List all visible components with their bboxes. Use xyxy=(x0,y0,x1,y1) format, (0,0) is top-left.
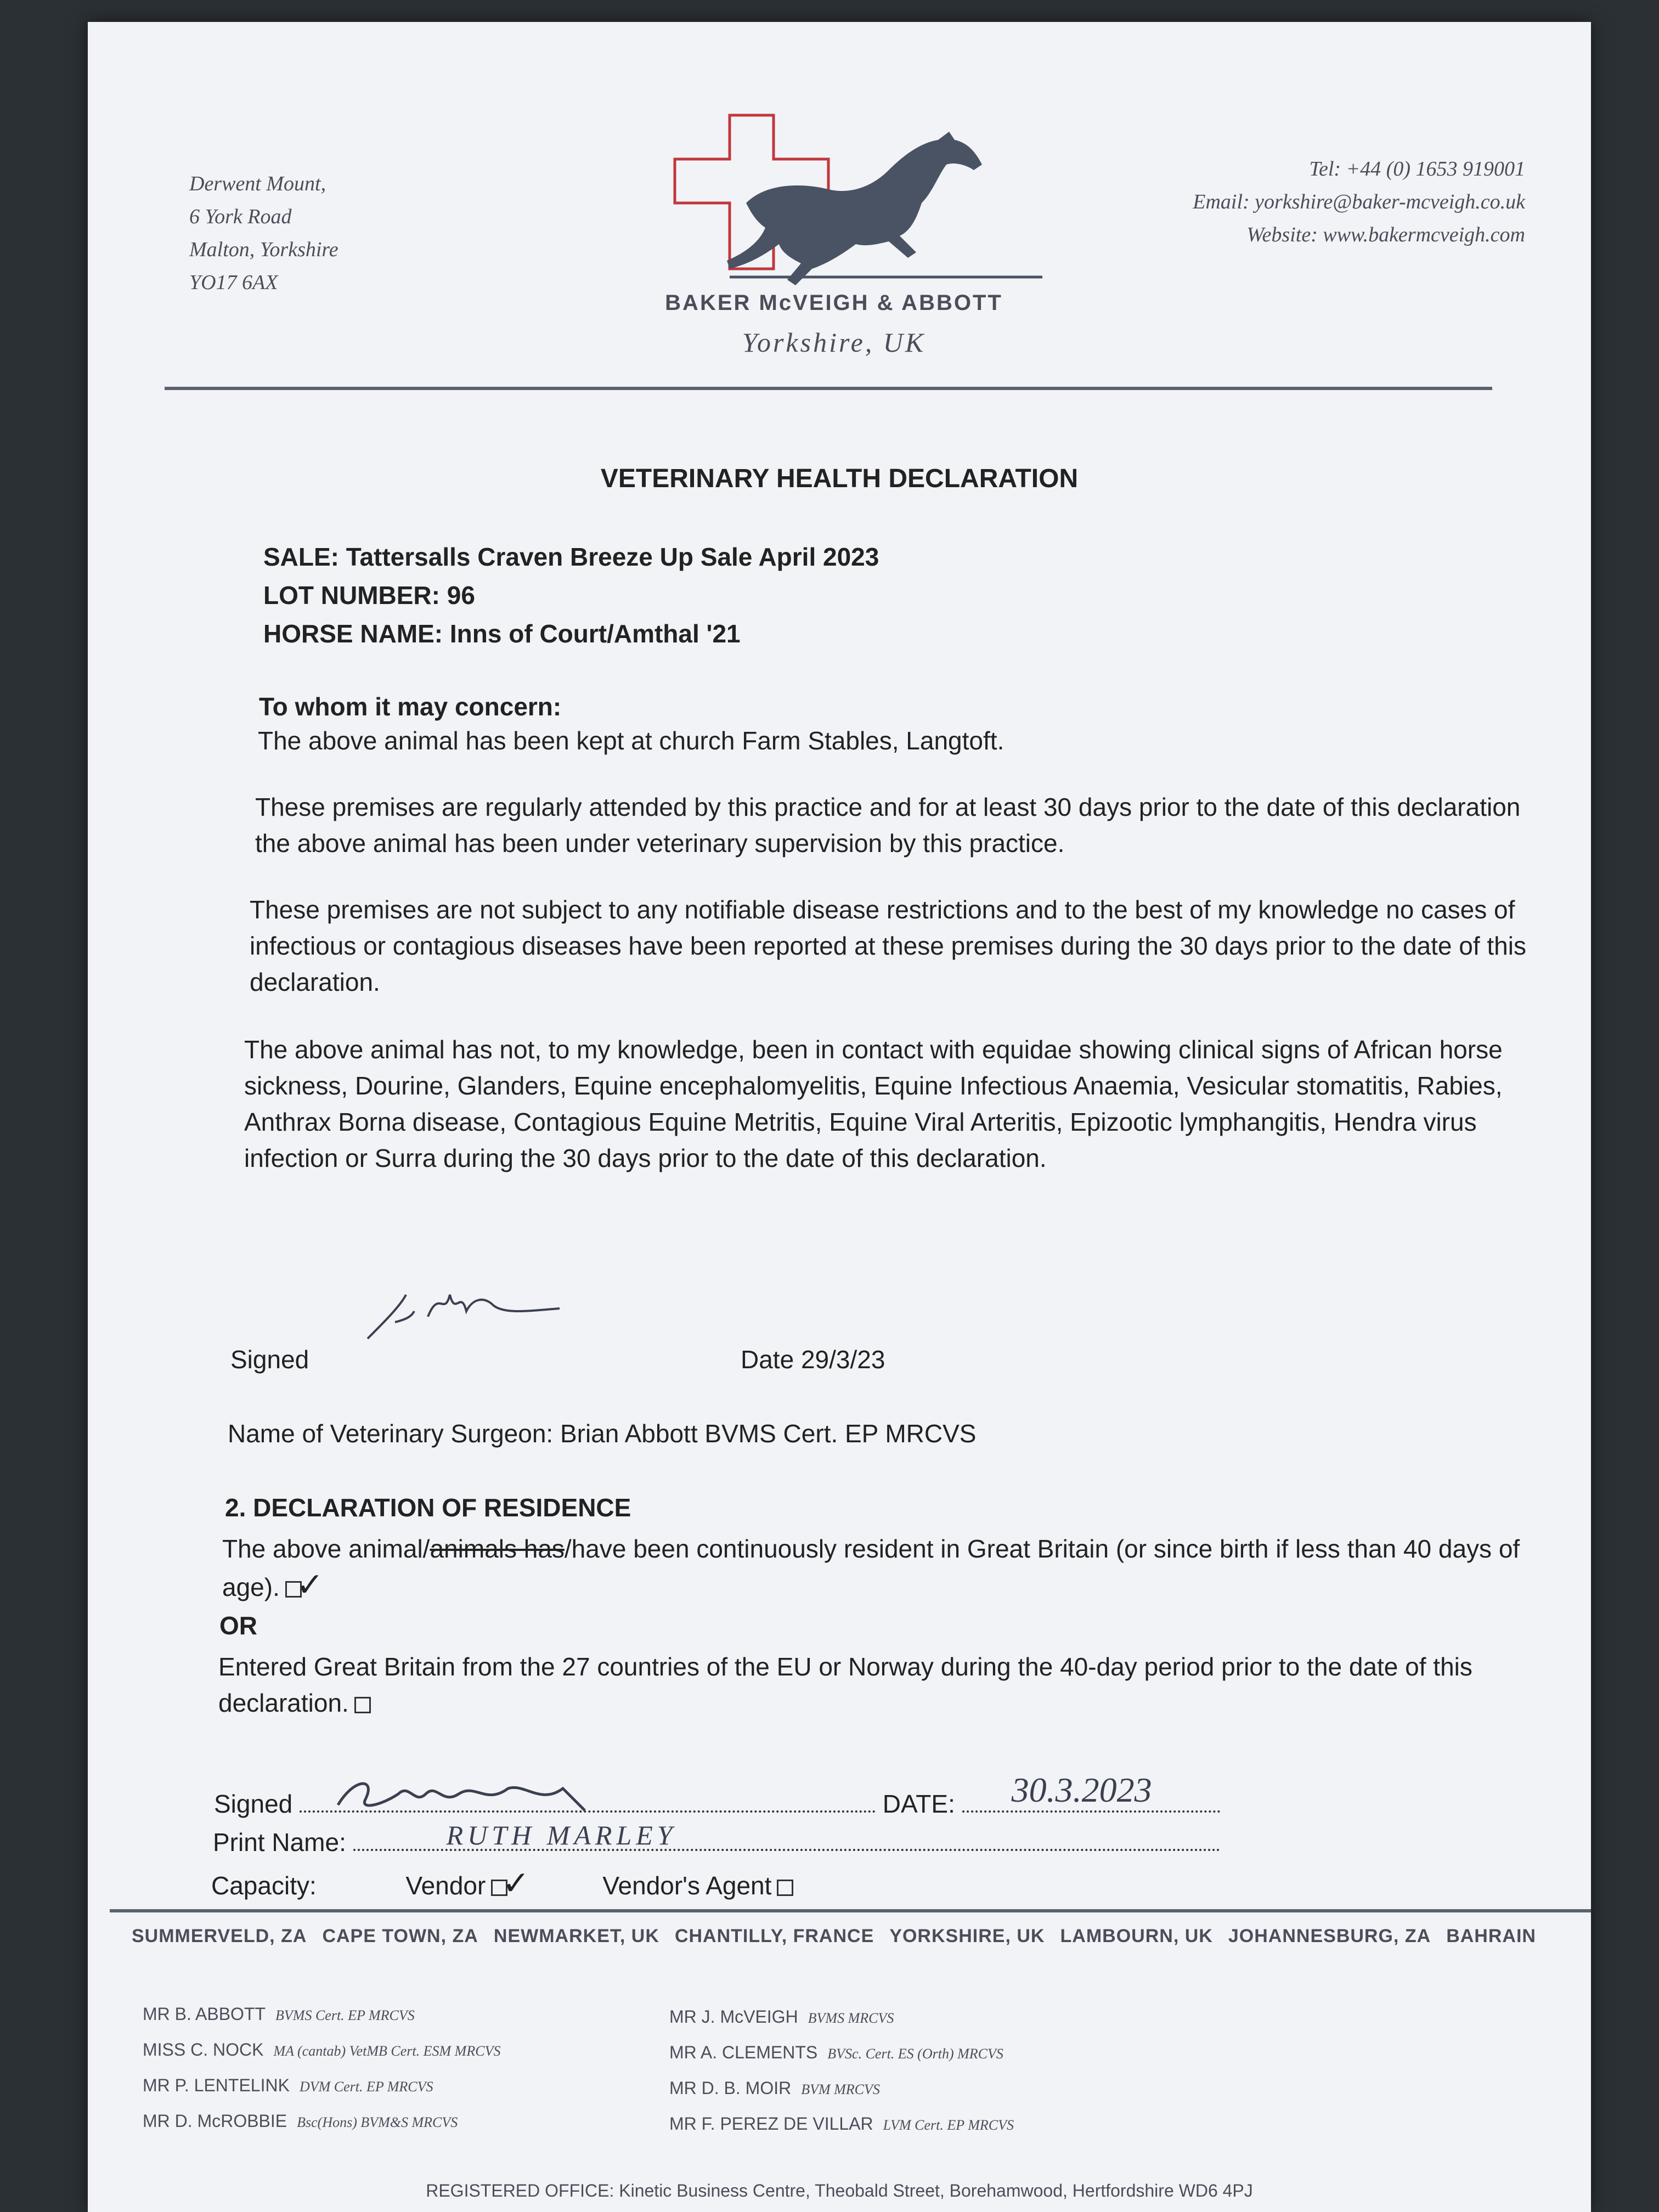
vendors-agent-checkbox[interactable] xyxy=(777,1880,793,1896)
horse-name: HORSE NAME: Inns of Court/Amthal '21 xyxy=(263,619,741,648)
staff-member: MR D. B. MOIR BVM MRCVS xyxy=(669,2078,880,2098)
print-name-row xyxy=(213,1820,1398,1860)
firm-logo xyxy=(664,88,1048,362)
paragraph-restrictions: These premises are not subject to any notifiable disease restrictions and to the best of my knowledge no cases of infectious or contagious diseases have been reported at these premises during the 30 days prior to the date of this declaration. xyxy=(250,895,1526,996)
sale-details xyxy=(263,538,879,653)
staff-member: MR A. CLEMENTS BVSc. Cert. ES (Orth) MRCVS xyxy=(669,2042,1003,2062)
checkmark-icon: ✓ xyxy=(502,1865,530,1901)
print-name-label: Print Name: xyxy=(213,1828,346,1857)
entry-text: Entered Great Britain from the 27 countries of the EU or Norway during the 40-day period prior to the date of this declaration. xyxy=(218,1652,1472,1717)
residence-statement xyxy=(222,1531,1528,1605)
location: CAPE TOWN, ZA xyxy=(322,1926,478,1946)
staff-member: MISS C. NOCK MA (cantab) VetMB Cert. ESM MRCVS xyxy=(143,2040,501,2059)
firm-location: Yorkshire, UK xyxy=(742,327,926,358)
header-divider xyxy=(165,387,1492,390)
email-address: Email: yorkshire@baker-mcveigh.co.uk xyxy=(1193,190,1525,213)
paragraph-premises: The above animal has been kept at church Farm Stables, Langtoft. xyxy=(258,726,1005,755)
firm-name: BAKER McVEIGH & ABBOTT xyxy=(665,291,1003,315)
address-line: 6 York Road xyxy=(189,205,292,228)
location: NEWMARKET, UK xyxy=(493,1926,659,1946)
footer-locations xyxy=(132,1926,1536,1947)
staff-member: MR J. McVEIGH BVMS MRCVS xyxy=(669,2007,894,2027)
location: JOHANNESBURG, ZA xyxy=(1228,1926,1431,1946)
staff-member: MR B. ABBOTT BVMS Cert. EP MRCVS xyxy=(143,2004,415,2024)
checkmark-icon: ✓ xyxy=(296,1566,324,1603)
entry-checkbox[interactable] xyxy=(354,1697,371,1713)
salutation: To whom it may concern: xyxy=(259,692,562,721)
practice-address xyxy=(189,167,338,299)
or-label: OR xyxy=(219,1611,257,1640)
website: Website: www.bakermcveigh.com xyxy=(1246,223,1525,246)
date2-label: DATE: xyxy=(882,1790,955,1818)
declaration-date: Date 29/3/23 xyxy=(741,1345,885,1374)
horse-silhouette-icon xyxy=(727,132,982,285)
vendors-agent-label: Vendor's Agent xyxy=(602,1871,772,1900)
location: YORKSHIRE, UK xyxy=(889,1926,1045,1946)
vet-signature xyxy=(362,1278,571,1350)
signed2-label: Signed xyxy=(214,1790,293,1818)
signature-line xyxy=(300,1788,876,1813)
location: SUMMERVELD, ZA xyxy=(132,1926,307,1946)
signed-label: Signed xyxy=(230,1345,309,1374)
entry-statement xyxy=(218,1649,1508,1721)
lot-number: LOT NUMBER: 96 xyxy=(263,581,475,610)
print-name-line xyxy=(353,1820,1220,1851)
residence-text-start: The above animal/ xyxy=(222,1534,430,1563)
practice-contact xyxy=(1193,153,1525,251)
paragraph-contact-diseases: The above animal has not, to my knowledge, been in contact with equidae showing clinical signs of African horse sickness, Dourine, Glanders, Equine encephalomyelitis, Equine Infectious Anaemia, Vesicular stomatitis, Rabies, Anthrax Borna disease, Contagious Equine Metritis, Equine Viral Arteritis, Epizootic lymphangitis, Hendra virus infection or Surra during the 30 days prior to the date of this declaration. xyxy=(244,1035,1503,1172)
capacity-row xyxy=(211,1865,793,1904)
vendor-signature-row xyxy=(214,1770,1377,1822)
address-line: YO17 6AX xyxy=(189,271,278,294)
residence-heading: 2. DECLARATION OF RESIDENCE xyxy=(225,1493,631,1522)
document-title: VETERINARY HEALTH DECLARATION xyxy=(600,464,1079,493)
footer-divider xyxy=(110,1909,1591,1912)
printed-name: RUTH MARLEY xyxy=(446,1820,677,1850)
phone-number: Tel: +44 (0) 1653 919001 xyxy=(1309,157,1525,180)
staff-list-right xyxy=(669,2000,1014,2142)
residence-text-end: /have been continuously resident in Great Britain (or since birth if less than 40 days of age). xyxy=(222,1534,1520,1601)
staff-member: MR P. LENTELINK DVM Cert. EP MRCVS xyxy=(143,2075,433,2095)
vendor-signature xyxy=(332,1772,596,1821)
staff-list-left xyxy=(143,1997,500,2140)
sale-name: SALE: Tattersalls Craven Breeze Up Sale April 2023 xyxy=(263,543,879,571)
struck-text: animals has xyxy=(430,1534,565,1563)
staff-member: MR F. PEREZ DE VILLAR LVM Cert. EP MRCVS xyxy=(669,2114,1014,2134)
paragraph-supervision: These premises are regularly attended by this practice and for at least 30 days prior to the date of this declaration the above animal has been under veterinary supervision by this practice. xyxy=(255,793,1521,857)
location: BAHRAIN xyxy=(1446,1926,1536,1946)
location: CHANTILLY, FRANCE xyxy=(674,1926,874,1946)
staff-member: MR D. McROBBIE Bsc(Hons) BVM&S MRCVS xyxy=(143,2111,458,2131)
vendor-date: 30.3.2023 xyxy=(1011,1770,1152,1809)
location: LAMBOURN, UK xyxy=(1060,1926,1213,1946)
capacity-label: Capacity: xyxy=(211,1871,317,1900)
address-line: Derwent Mount, xyxy=(189,172,326,195)
address-line: Malton, Yorkshire xyxy=(189,238,338,261)
document-page xyxy=(88,22,1591,2212)
vendor-label: Vendor xyxy=(405,1871,486,1900)
registered-office: REGISTERED OFFICE: Kinetic Business Centre, Theobald Street, Borehamwood, Hertfordshire WD6 4PJ xyxy=(426,2181,1253,2200)
date-line xyxy=(962,1770,1220,1813)
veterinary-surgeon-name: Name of Veterinary Surgeon: Brian Abbott BVMS Cert. EP MRCVS xyxy=(228,1419,977,1448)
